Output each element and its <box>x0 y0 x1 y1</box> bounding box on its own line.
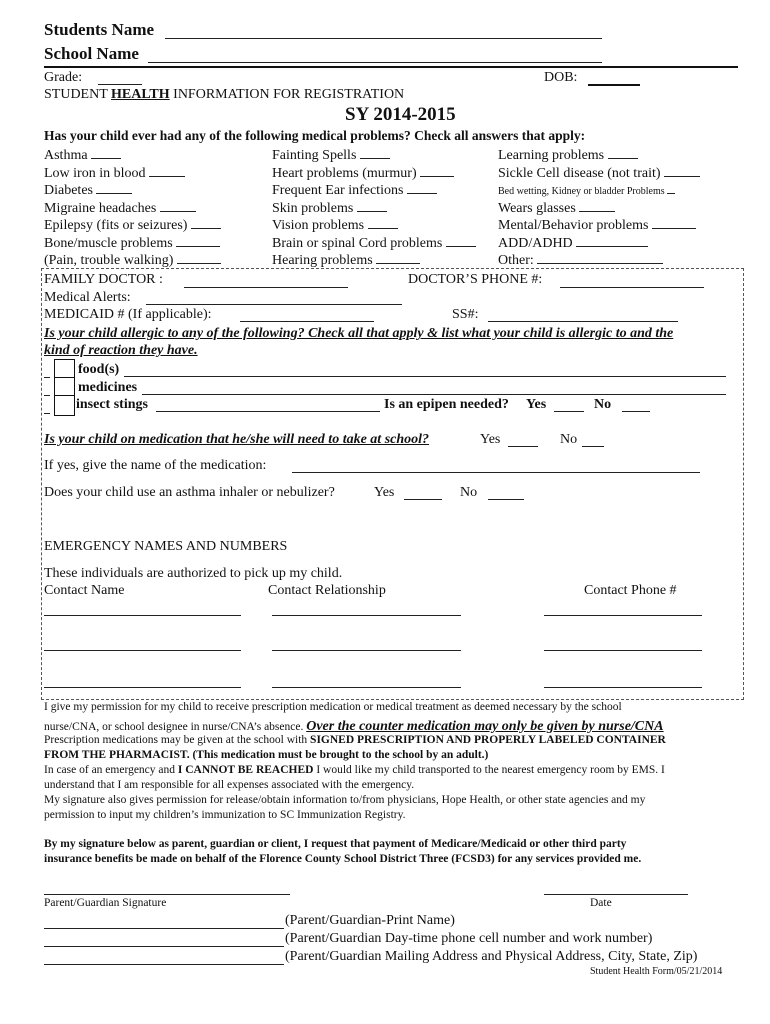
permission-line-2 <box>44 719 664 735</box>
inhaler-question: Does your child use an asthma inhaler or nebulizer? <box>44 485 335 500</box>
problem-item-label: Skin problems <box>272 200 354 216</box>
problem-item <box>272 146 390 164</box>
permission-line-3b: SIGNED PRESCRIPTION AND PROPERLY LABELED CONTAINER <box>310 734 666 746</box>
print-name-field[interactable] <box>44 928 284 929</box>
contact-relationship-field-2[interactable] <box>272 650 461 651</box>
inhaler-yes-label: Yes <box>374 485 395 500</box>
permission-line-2a: nurse/CNA, or school designee in nurse/CNA’s absence. <box>44 721 304 733</box>
permission-line-5b: I CANNOT BE REACHED <box>177 764 314 776</box>
doctor-phone-field[interactable] <box>560 287 704 288</box>
inhaler-no-field[interactable] <box>488 499 524 500</box>
medicaid-field[interactable] <box>240 321 374 322</box>
inhaler-no-label: No <box>460 485 478 500</box>
problem-item-label: Bed wetting, Kidney or bladder Problems <box>498 186 665 197</box>
problem-checkbox-line[interactable] <box>664 164 700 177</box>
contact-phone-field-3[interactable] <box>544 687 702 688</box>
problem-item <box>498 199 615 217</box>
problem-item-label: Learning problems <box>498 148 605 163</box>
medical-alerts-label: Medical Alerts: <box>44 290 131 305</box>
problem-item-label: Fainting Spells <box>272 148 357 163</box>
problem-checkbox-line[interactable] <box>608 146 638 159</box>
medication-no-field[interactable] <box>582 446 604 447</box>
problem-item <box>44 146 121 164</box>
problem-item-label: Other: <box>498 253 534 268</box>
emergency-title: EMERGENCY NAMES AND NUMBERS <box>44 539 288 554</box>
insect-lead-line <box>44 413 50 414</box>
otc-medication-notice: Over the counter medication may only be given by nurse/CNA <box>306 719 664 734</box>
problem-item <box>44 199 196 217</box>
medicines-lead-line <box>44 395 50 396</box>
problem-checkbox-line[interactable] <box>652 216 696 229</box>
epipen-yes-field[interactable] <box>554 411 584 412</box>
insect-checkbox[interactable] <box>54 395 75 416</box>
problem-checkbox-line[interactable] <box>368 216 398 229</box>
registration-health: HEALTH <box>111 87 170 102</box>
problem-item-label: Low iron in blood <box>44 165 146 181</box>
permission-line-5a: In case of an emergency and <box>44 764 176 776</box>
problem-item-label: Diabetes <box>44 183 93 198</box>
billing-line-1: By my signature below as parent, guardian or client, I request that payment of Medicare/Medicaid or other third party <box>44 838 627 850</box>
problem-item-label: Frequent Ear infections <box>272 183 404 198</box>
phone-label: (Parent/Guardian Day-time phone cell number and work number) <box>285 931 653 946</box>
problem-item <box>44 216 221 234</box>
problem-checkbox-line[interactable] <box>357 199 387 212</box>
school-name-label: School Name <box>44 44 139 63</box>
problem-item-label: Bone/muscle problems <box>44 235 173 251</box>
medicines-label: medicines <box>78 380 138 395</box>
permission-line-5c: I would like my child transported to the nearest emergency room by EMS. I <box>316 764 665 776</box>
contact-relationship-field-3[interactable] <box>272 687 461 688</box>
phone-field[interactable] <box>44 946 284 947</box>
problem-checkbox-line[interactable] <box>160 199 196 212</box>
medication-no-label: No <box>560 432 578 447</box>
problem-checkbox-line[interactable] <box>149 164 185 177</box>
problem-item <box>272 216 398 234</box>
epipen-label: Is an epipen needed? <box>384 397 509 412</box>
allergy-question-line1: Is your child allergic to any of the following? Check all that apply & list what your child is allergic to and the <box>44 326 674 341</box>
problem-checkbox-line[interactable] <box>376 251 420 264</box>
permission-line-1: I give my permission for my child to receive prescription medication or medical treatment as deemed necessary by the school <box>44 701 622 713</box>
problem-checkbox-line[interactable] <box>91 146 121 159</box>
contact-phone-header: Contact Phone # <box>584 583 677 598</box>
problem-item <box>498 181 675 197</box>
school-name-field[interactable] <box>148 62 602 63</box>
problem-item-label: Wears glasses <box>498 200 576 216</box>
permission-line-4: FROM THE PHARMACIST. (This medication must be brought to the school by an adult.) <box>44 749 489 761</box>
medication-yes-field[interactable] <box>508 446 538 447</box>
problem-item <box>498 234 648 252</box>
contact-phone-field-2[interactable] <box>544 650 702 651</box>
problem-item <box>44 234 220 252</box>
form-footer: Student Health Form/05/21/2014 <box>590 966 723 977</box>
contact-name-field-3[interactable] <box>44 687 241 688</box>
epipen-no-label: No <box>594 397 612 412</box>
problem-item <box>272 164 454 182</box>
students-name-field[interactable] <box>165 38 602 39</box>
header-rule <box>44 66 738 68</box>
epipen-yes-label: Yes <box>526 397 547 412</box>
print-name-label: (Parent/Guardian-Print Name) <box>285 913 455 928</box>
contact-name-header: Contact Name <box>44 583 125 598</box>
epipen-no-field[interactable] <box>622 411 650 412</box>
problem-item <box>44 181 132 199</box>
problem-item-label: Brain or spinal Cord problems <box>272 235 443 251</box>
problem-item <box>272 234 476 252</box>
problem-item <box>272 181 437 199</box>
permission-line-7: My signature also gives permission for release/obtain information to/from physicians, Hope Health, or other state agencies and my <box>44 794 646 806</box>
permission-line-3a: Prescription medications may be given at the school with <box>44 734 308 746</box>
permission-line-3 <box>44 734 666 746</box>
ss-label: SS#: <box>452 307 479 322</box>
contact-name-field-1[interactable] <box>44 615 241 616</box>
food-field[interactable] <box>124 376 726 377</box>
problems-question: Has your child ever had any of the following medical problems? Check all answers that apply: <box>44 128 586 143</box>
dob-label: DOB: <box>544 70 578 85</box>
problem-checkbox-line[interactable] <box>420 164 454 177</box>
problem-checkbox-line[interactable] <box>446 234 476 247</box>
ss-field[interactable] <box>488 321 678 322</box>
allergy-question-line2: kind of reaction they have. <box>44 343 198 358</box>
parent-signature-label: Parent/Guardian Signature <box>44 897 167 909</box>
medication-question: Is your child on medication that he/she will need to take at school? <box>44 432 430 447</box>
problem-item <box>498 216 696 234</box>
problem-item <box>498 164 700 182</box>
problem-item <box>498 251 663 269</box>
registration-title <box>44 87 404 103</box>
doctor-phone-label: DOCTOR’S PHONE #: <box>408 272 543 287</box>
medicines-field[interactable] <box>142 394 726 395</box>
date-label: Date <box>590 897 612 909</box>
dob-field[interactable] <box>588 84 640 86</box>
students-name-label: Students Name <box>44 20 155 39</box>
problem-item-label: Heart problems (murmur) <box>272 165 417 181</box>
parent-signature-field[interactable] <box>44 894 290 895</box>
contact-relationship-field-1[interactable] <box>272 615 461 616</box>
contact-relationship-header: Contact Relationship <box>268 583 386 598</box>
inhaler-yes-field[interactable] <box>404 499 442 500</box>
family-doctor-label: FAMILY DOCTOR : <box>44 272 163 287</box>
problem-item <box>272 199 387 217</box>
insect-label: insect stings <box>76 397 148 412</box>
problem-item-label: Epilepsy (fits or seizures) <box>44 218 188 233</box>
problem-item-label: ADD/ADHD <box>498 235 573 251</box>
problem-checkbox-line[interactable] <box>579 199 615 212</box>
medication-name-field[interactable] <box>292 472 700 473</box>
problem-item <box>44 251 221 269</box>
problem-item <box>272 251 420 269</box>
registration-prefix: STUDENT <box>44 87 108 102</box>
family-doctor-field[interactable] <box>184 287 348 288</box>
contact-phone-field-1[interactable] <box>544 615 702 616</box>
problem-checkbox-line[interactable] <box>667 181 675 194</box>
medication-name-label: If yes, give the name of the medication: <box>44 458 267 473</box>
authorized-text: These individuals are authorized to pick up my child. <box>44 566 343 581</box>
problem-item <box>44 164 185 182</box>
problem-item <box>498 146 638 164</box>
problem-checkbox-line[interactable] <box>177 251 221 264</box>
address-label: (Parent/Guardian Mailing Address and Physical Address, City, State, Zip) <box>285 949 698 964</box>
school-year: SY 2014-2015 <box>345 104 456 125</box>
food-lead-line <box>44 377 50 378</box>
problem-item-label: Migraine headaches <box>44 200 157 216</box>
insect-field[interactable] <box>156 411 380 412</box>
problem-checkbox-line[interactable] <box>96 181 132 194</box>
problem-item-label: Asthma <box>44 148 88 163</box>
grade-field[interactable] <box>98 84 142 85</box>
problem-checkbox-line[interactable] <box>537 251 663 264</box>
date-field[interactable] <box>544 894 688 895</box>
problem-checkbox-line[interactable] <box>407 181 437 194</box>
problem-checkbox-line[interactable] <box>191 216 221 229</box>
medical-alerts-field[interactable] <box>146 304 402 305</box>
billing-line-2: insurance benefits be made on behalf of the Florence County School District Three (FCSD3) for any services provided me. <box>44 853 642 865</box>
medicaid-label: MEDICAID # (If applicable): <box>44 307 212 322</box>
address-field[interactable] <box>44 964 284 965</box>
permission-line-6: understand that I am responsible for all expenses associated with the emergency. <box>44 779 415 791</box>
problem-item-label: Mental/Behavior problems <box>498 218 649 233</box>
problem-checkbox-line[interactable] <box>176 234 220 247</box>
problem-item-label: (Pain, trouble walking) <box>44 253 174 268</box>
problem-item-label: Hearing problems <box>272 253 373 268</box>
problem-item-label: Sickle Cell disease (not trait) <box>498 165 661 181</box>
contact-name-field-2[interactable] <box>44 650 241 651</box>
food-label: food(s) <box>78 362 120 377</box>
grade-label: Grade: <box>44 70 83 85</box>
problem-checkbox-line[interactable] <box>360 146 390 159</box>
permission-line-5 <box>44 764 665 776</box>
problem-item-label: Vision problems <box>272 218 365 233</box>
medication-yes-label: Yes <box>480 432 501 447</box>
problem-checkbox-line[interactable] <box>576 234 648 247</box>
registration-suffix: INFORMATION FOR REGISTRATION <box>173 87 405 102</box>
permission-line-8: permission to input my children’s immunization to SC Immunization Registry. <box>44 809 406 821</box>
